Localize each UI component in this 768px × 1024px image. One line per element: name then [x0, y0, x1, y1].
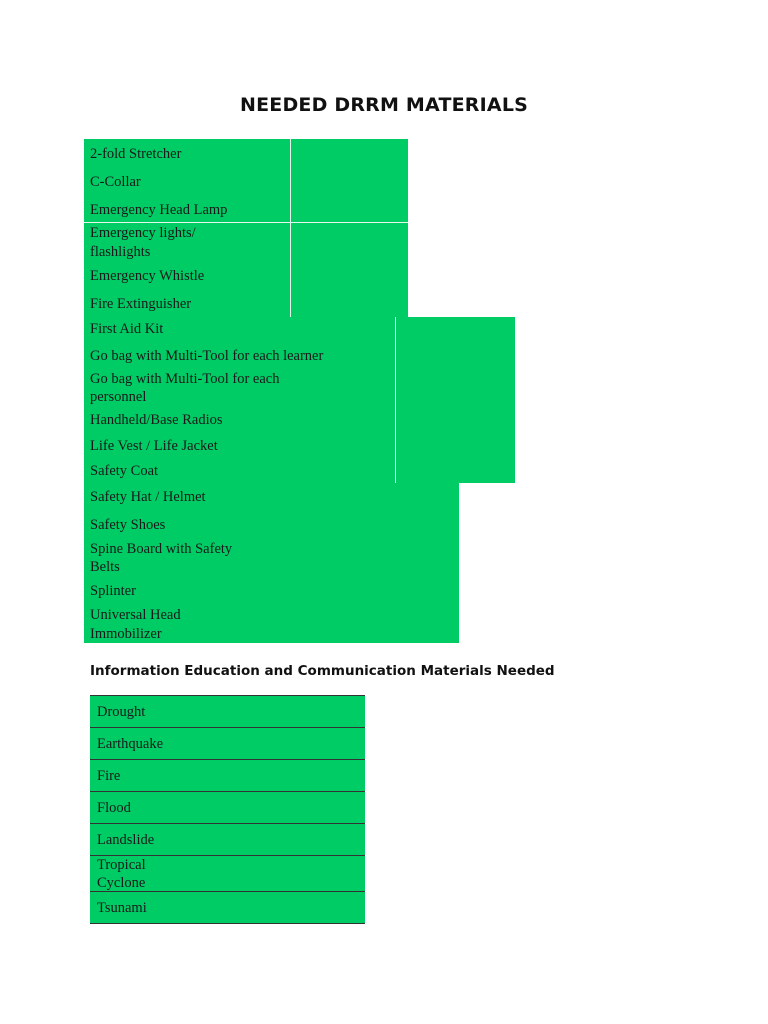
list-item: Life Vest / Life Jacket — [90, 438, 218, 454]
table-cell: Landslide — [97, 831, 155, 848]
list-item: Immobilizer — [90, 626, 162, 642]
list-item: Safety Hat / Helmet — [90, 489, 206, 505]
list-item: Emergency Head Lamp — [90, 202, 228, 218]
section-heading: Information Education and Communication Materials Needed — [90, 663, 555, 679]
list-item: Splinter — [90, 583, 136, 599]
list-item: flashlights — [90, 244, 151, 260]
page-title: NEEDED DRRM MATERIALS — [239, 94, 529, 116]
table-cell: Fire — [97, 767, 121, 784]
table-cell: Earthquake — [97, 735, 164, 752]
list-item: Safety Shoes — [90, 517, 166, 533]
list-item: Fire Extinguisher — [90, 296, 192, 312]
list-item: C-Collar — [90, 174, 141, 190]
list-item: 2-fold Stretcher — [90, 146, 182, 162]
list-item: Handheld/Base Radios — [90, 412, 223, 428]
table-row — [90, 856, 365, 892]
table-cell: Tsunami — [97, 899, 147, 916]
list-item: personnel — [90, 389, 147, 405]
table-cell: Flood — [97, 799, 131, 816]
table-row — [90, 892, 365, 924]
table-cell: Tropical — [97, 856, 146, 873]
column-divider — [395, 317, 396, 483]
table-row — [90, 824, 365, 856]
table-row — [90, 792, 365, 824]
list-item: Universal Head — [90, 607, 181, 623]
list-item: Emergency lights/ — [90, 225, 196, 241]
table-row — [90, 696, 365, 728]
list-item: Spine Board with Safety — [90, 541, 233, 557]
materials-block-3 — [84, 317, 515, 483]
column-divider — [290, 139, 291, 223]
list-item: First Aid Kit — [90, 321, 164, 337]
list-item: Emergency Whistle — [90, 268, 205, 284]
table-row — [90, 760, 365, 792]
list-item: Belts — [90, 559, 120, 575]
column-divider — [290, 223, 291, 317]
list-item: Go bag with Multi-Tool for each learner — [90, 348, 324, 364]
list-item: Go bag with Multi-Tool for each — [90, 371, 280, 387]
iec-table — [90, 695, 365, 924]
table-cell: Drought — [97, 703, 146, 720]
list-item: Safety Coat — [90, 463, 159, 479]
table-cell: Cyclone — [97, 874, 146, 891]
table-row — [90, 728, 365, 760]
